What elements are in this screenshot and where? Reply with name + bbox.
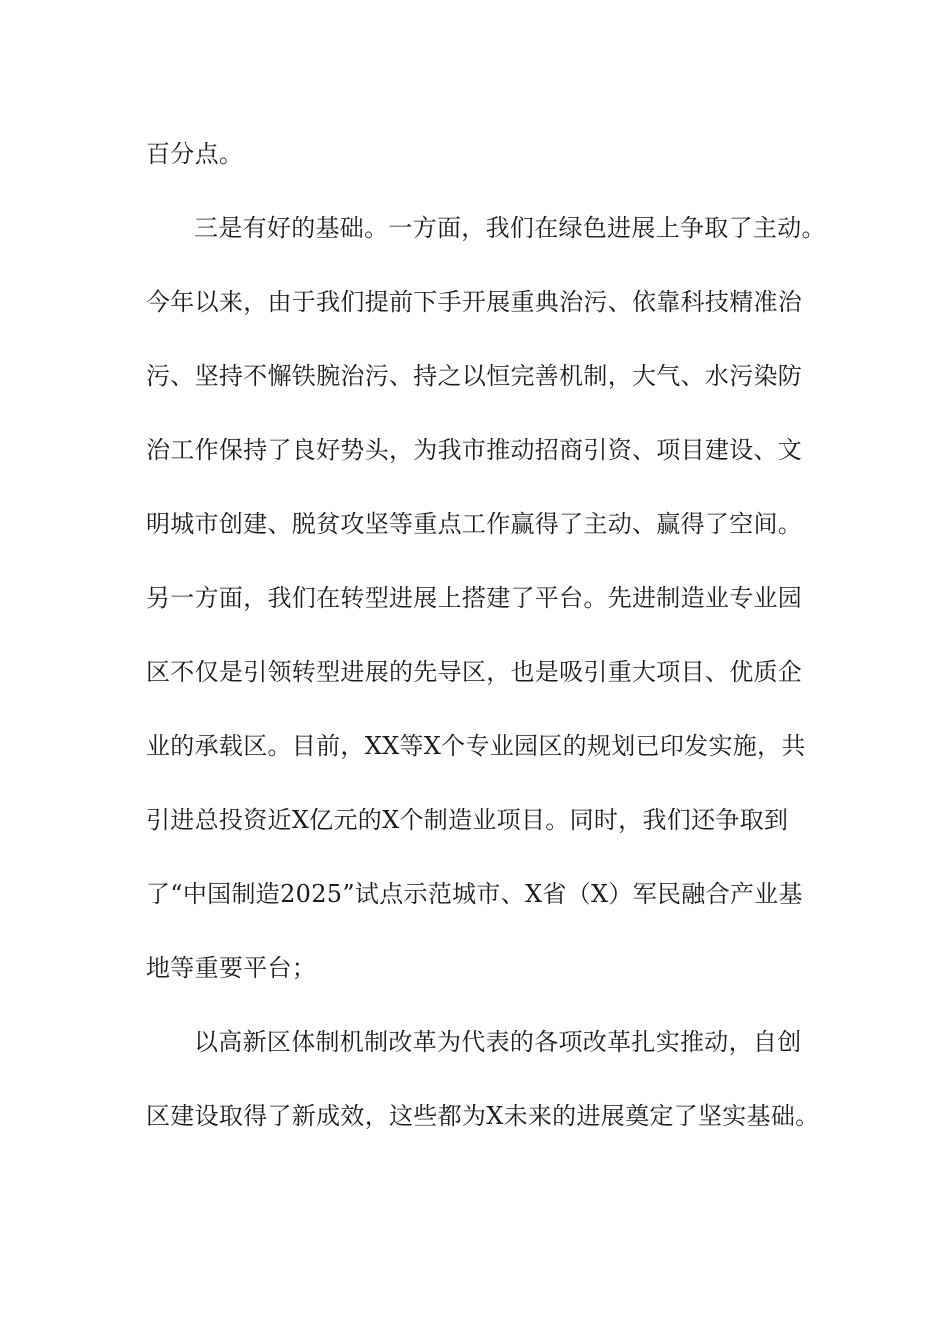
- text-line: 明城市创建、脱贫攻坚等重点工作赢得了主动、赢得了空间。: [146, 510, 803, 538]
- text-line: 污、坚持不懈铁腕治污、持之以恒完善机制，大气、水污染防: [146, 362, 803, 390]
- text-line: 另一方面，我们在转型进展上搭建了平台。先进制造业专业园: [146, 584, 803, 612]
- text-line: 地等重要平台；: [146, 954, 317, 982]
- text-line: 业的承载区。目前，XX等X个专业园区的规划已印发实施，共: [146, 732, 806, 760]
- text-line: 了“中国制造2025”试点示范城市、X省（X）军民融合产业基: [146, 880, 803, 908]
- text-line: 治工作保持了良好势头，为我市推动招商引资、项目建设、文: [146, 436, 803, 464]
- text-line: 区建设取得了新成效，这些都为X未来的进展奠定了坚实基础。: [146, 1102, 820, 1130]
- text-line: 引进总投资近X亿元的X个制造业项目。同时，我们还争取到: [146, 806, 789, 834]
- text-line: 区不仅是引领转型进展的先导区，也是吸引重大项目、优质企: [146, 658, 803, 686]
- paragraph-first-line: 三是有好的基础。一方面，我们在绿色进展上争取了主动。: [194, 214, 826, 242]
- text-line: 百分点。: [146, 140, 244, 168]
- text-line: 今年以来，由于我们提前下手开展重典治污、依靠科技精准治: [146, 288, 803, 316]
- paragraph-first-line: 以高新区体制机制改革为代表的各项改革扎实推动，自创: [194, 1028, 802, 1056]
